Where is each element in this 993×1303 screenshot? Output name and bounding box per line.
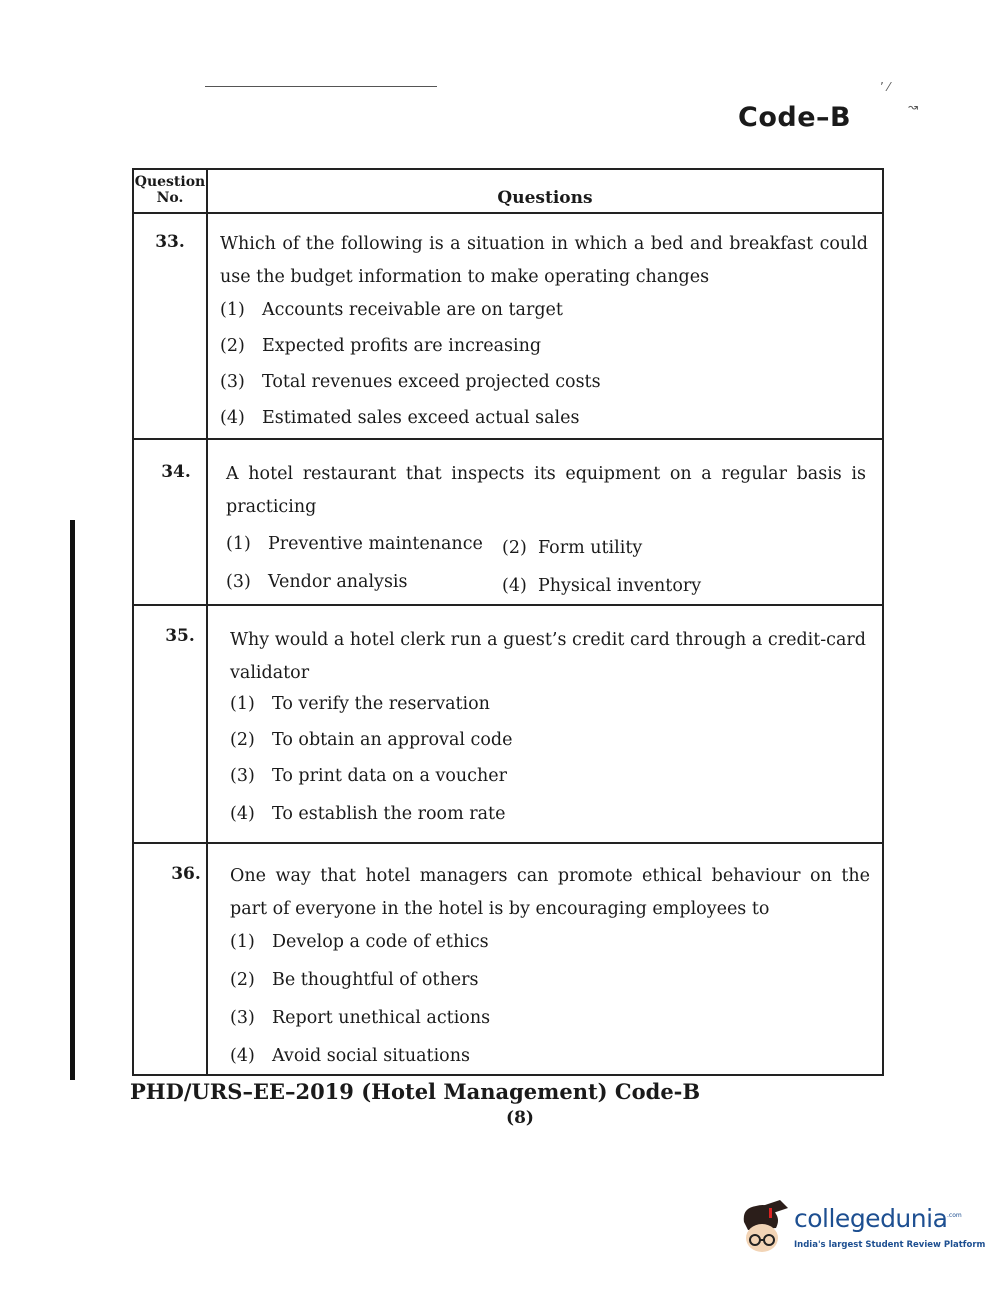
answer-option xyxy=(226,572,408,592)
answer-option xyxy=(230,694,490,714)
option-text: Estimated sales exceed actual sales xyxy=(262,408,580,428)
option-number: (2) xyxy=(230,730,255,750)
answer-option xyxy=(502,538,642,558)
question-number: 33. xyxy=(155,232,185,252)
scan-edge-shadow xyxy=(70,520,75,1080)
scan-speck: ’ ⁄ xyxy=(880,80,890,94)
question-number: 34. xyxy=(161,462,191,482)
question-text: Why would a hotel clerk run a guest’s credit card through a credit-card validator xyxy=(230,630,866,683)
answer-option xyxy=(230,970,478,990)
collegedunia-logo xyxy=(736,1198,986,1258)
footer-exam-title: PHD/URS–EE–2019 (Hotel Management) Code-B xyxy=(130,1079,701,1104)
question-text: Which of the following is a situation in which a bed and breakfast could use the budget information to make operating changes xyxy=(220,234,868,287)
top-rule xyxy=(205,86,437,87)
option-text: To verify the reservation xyxy=(272,694,490,714)
answer-option xyxy=(220,336,541,356)
option-number: (4) xyxy=(502,576,527,596)
answer-option xyxy=(226,534,483,554)
option-number: (2) xyxy=(220,336,245,356)
option-text: Develop a code of ethics xyxy=(272,932,489,952)
code-heading: Code–B xyxy=(738,102,852,133)
option-text: Expected profits are increasing xyxy=(262,336,542,356)
option-text: Vendor analysis xyxy=(268,572,408,592)
question-number: 35. xyxy=(165,626,195,646)
option-text: Total revenues exceed projected costs xyxy=(262,372,601,392)
logo-tld-text: .com xyxy=(947,1212,962,1219)
option-text: To obtain an approval code xyxy=(272,730,513,750)
option-text: Form utility xyxy=(538,538,643,558)
column-divider xyxy=(206,170,208,1074)
option-number: (1) xyxy=(220,300,245,320)
answer-option xyxy=(230,1046,470,1066)
answer-option xyxy=(230,1008,490,1028)
question-text: One way that hotel managers can promote ethical behaviour on the part of everyone in the hotel is by encouraging employees to xyxy=(230,866,870,919)
questions-table xyxy=(132,168,884,1076)
option-number: (3) xyxy=(230,766,255,786)
option-number: (4) xyxy=(230,1046,255,1066)
questions-header: Questions xyxy=(497,188,593,208)
answer-option xyxy=(230,804,505,824)
answer-option xyxy=(220,300,563,320)
option-text: To establish the room rate xyxy=(272,804,506,824)
question-number: 36. xyxy=(171,864,201,884)
option-number: (1) xyxy=(230,694,255,714)
option-number: (3) xyxy=(230,1008,255,1028)
mascot-icon xyxy=(736,1198,792,1258)
logo-tagline: India's largest Student Review Platform xyxy=(794,1240,986,1250)
row-divider xyxy=(134,438,882,440)
question-text: A hotel restaurant that inspects its equipment on a regular basis is practicing xyxy=(226,464,866,517)
row-divider xyxy=(134,604,882,606)
logo-brand-text: collegedunia xyxy=(794,1204,948,1233)
row-divider xyxy=(134,212,882,214)
option-number: (4) xyxy=(230,804,255,824)
answer-option xyxy=(502,576,701,596)
row-divider xyxy=(134,842,882,844)
option-number: (3) xyxy=(226,572,251,592)
option-text: Be thoughtful of others xyxy=(272,970,479,990)
option-text: Avoid social situations xyxy=(272,1046,470,1066)
option-number: (4) xyxy=(220,408,245,428)
option-text: Preventive maintenance xyxy=(268,534,483,554)
question-number-header: Question No. xyxy=(134,174,206,206)
page-number: (8) xyxy=(506,1108,534,1128)
option-number: (2) xyxy=(230,970,255,990)
answer-option xyxy=(220,372,601,392)
option-text: Accounts receivable are on target xyxy=(262,300,563,320)
answer-option xyxy=(230,766,507,786)
answer-option xyxy=(230,730,512,750)
option-number: (2) xyxy=(502,538,527,558)
option-text: Report unethical actions xyxy=(272,1008,491,1028)
option-text: To print data on a voucher xyxy=(272,766,507,786)
option-number: (1) xyxy=(226,534,251,554)
option-number: (1) xyxy=(230,932,255,952)
option-text: Physical inventory xyxy=(538,576,702,596)
option-number: (3) xyxy=(220,372,245,392)
scan-speck: ↝ xyxy=(908,100,919,114)
answer-option xyxy=(220,408,579,428)
answer-option xyxy=(230,932,489,952)
